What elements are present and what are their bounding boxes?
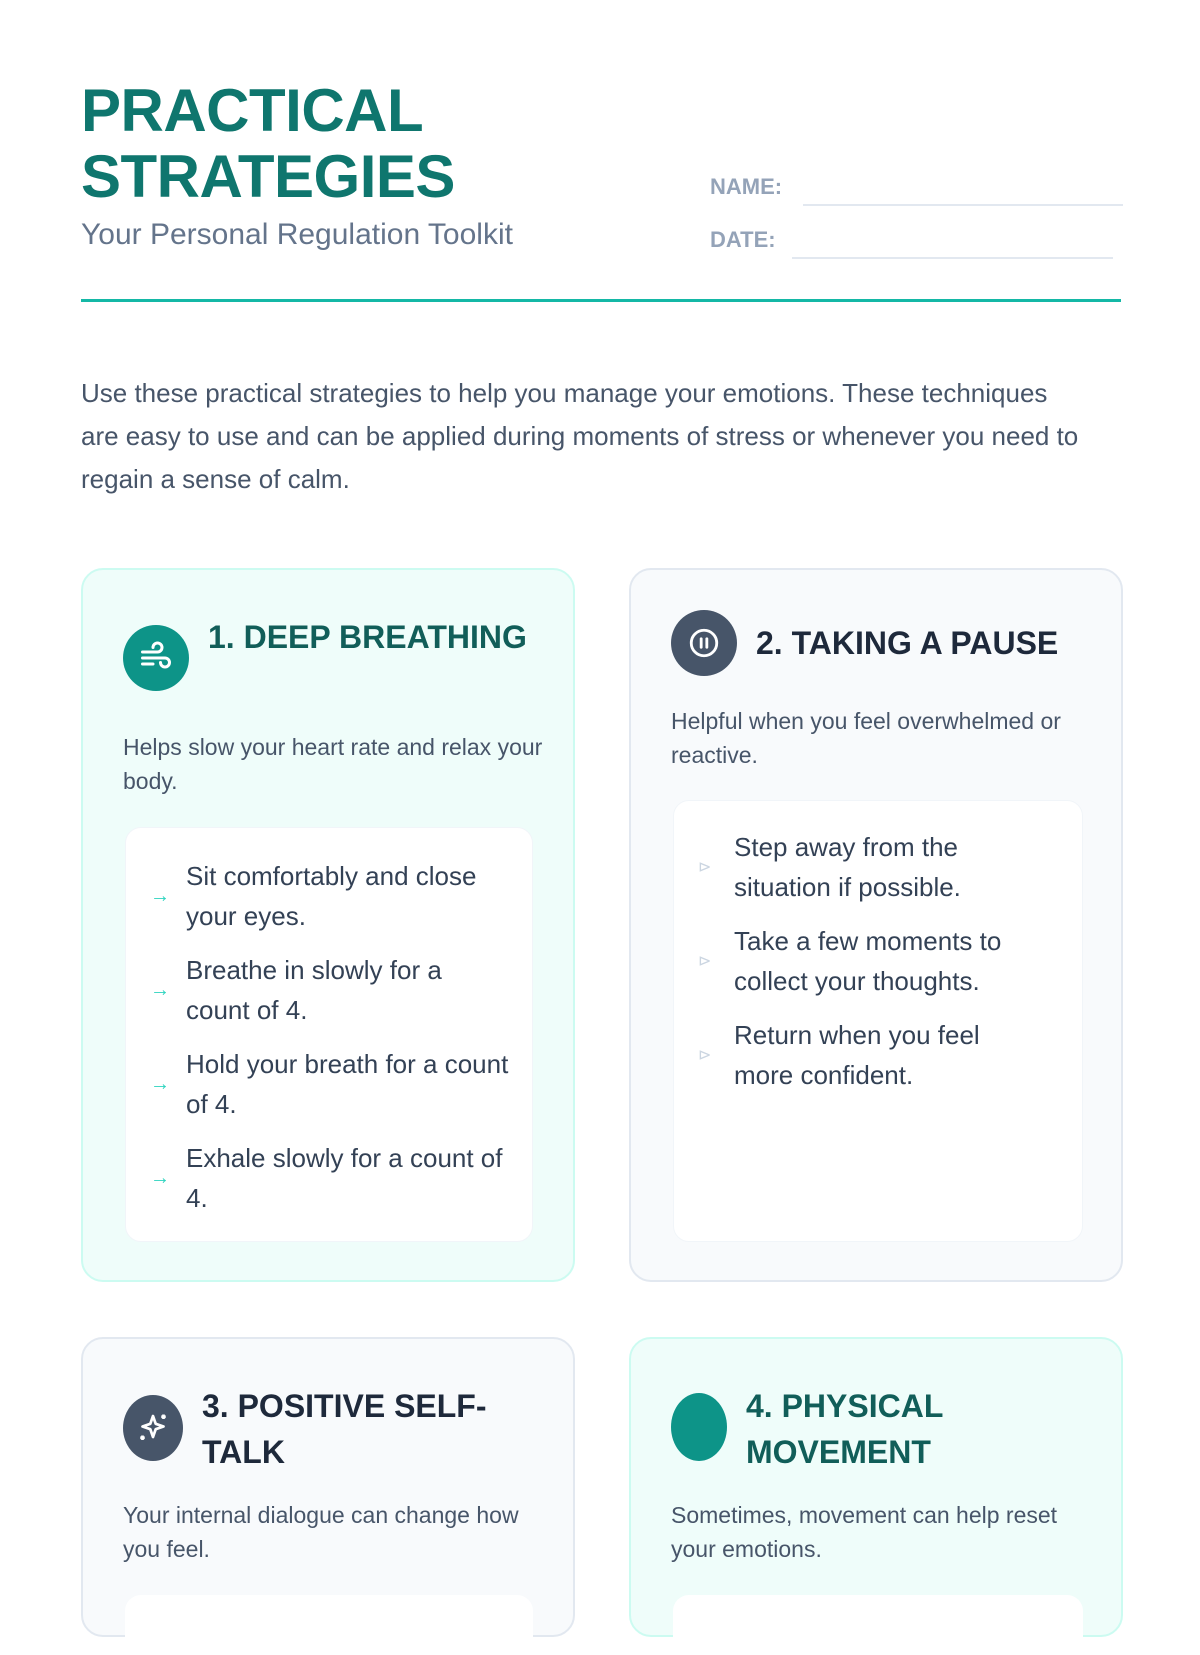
card-description: Sometimes, movement can help reset your emotions. bbox=[671, 1502, 1058, 1562]
card-title: 3. POSITIVE SELF-TALK bbox=[202, 1388, 487, 1470]
steps-list bbox=[125, 1595, 533, 1655]
card-title: 2. TAKING A PAUSE bbox=[756, 625, 1059, 661]
name-label: NAME: bbox=[710, 174, 783, 199]
name-field[interactable] bbox=[803, 204, 1123, 206]
list-item bbox=[698, 921, 1062, 1001]
list-item bbox=[150, 950, 512, 1030]
strategy-card-positive-self-talk bbox=[81, 1337, 575, 1637]
play-arrow-icon: ⊳ bbox=[698, 1047, 712, 1064]
wind-icon bbox=[123, 625, 189, 691]
strategy-card-physical-movement bbox=[629, 1337, 1123, 1637]
list-item bbox=[698, 827, 1062, 907]
step-text: Sit comfortably and close your eyes. bbox=[186, 861, 477, 931]
step-text: Breathe in slowly for a count of 4. bbox=[186, 955, 442, 1025]
play-arrow-icon: ⊳ bbox=[698, 859, 712, 876]
card-description: Your internal dialogue can change how you feel. bbox=[123, 1502, 519, 1562]
card-description: Helpful when you feel overwhelmed or reactive. bbox=[671, 708, 1061, 768]
page-subtitle: Your Personal Regulation Toolkit bbox=[81, 218, 513, 251]
intro-paragraph: Use these practical strategies to help you manage your emotions. These techniques are easy to use and can be applied during moments of stress or whenever you need to regain a sense of calm. bbox=[81, 378, 1079, 494]
arrow-right-icon: → bbox=[150, 978, 170, 1001]
steps-list bbox=[673, 1595, 1083, 1655]
date-field[interactable] bbox=[792, 257, 1113, 259]
step-text: Take a few moments to collect your thoughts. bbox=[734, 926, 1002, 996]
steps-list bbox=[673, 800, 1083, 1242]
header-divider bbox=[81, 299, 1121, 302]
card-title: 1. DEEP BREATHING bbox=[208, 619, 527, 655]
step-text: Step away from the situation if possible. bbox=[734, 832, 961, 902]
play-arrow-icon: ⊳ bbox=[698, 953, 712, 970]
card-description: Helps slow your heart rate and relax your body. bbox=[123, 734, 543, 794]
step-text: Hold your breath for a count of 4. bbox=[186, 1049, 509, 1119]
arrow-right-icon: → bbox=[150, 1166, 170, 1189]
step-text: Exhale slowly for a count of 4. bbox=[186, 1143, 503, 1213]
pause-icon bbox=[671, 610, 737, 676]
page-title bbox=[81, 78, 455, 210]
date-label: DATE: bbox=[710, 227, 776, 252]
step-text: Return when you feel more confident. bbox=[734, 1020, 980, 1090]
movement-icon bbox=[671, 1393, 727, 1461]
arrow-right-icon: → bbox=[150, 1072, 170, 1095]
list-item bbox=[150, 1044, 512, 1124]
title-line-2: STRATEGIES bbox=[81, 143, 455, 210]
arrow-right-icon: → bbox=[150, 884, 170, 907]
list-item bbox=[150, 1138, 512, 1218]
strategy-card-taking-a-pause bbox=[629, 568, 1123, 1282]
list-item bbox=[698, 1015, 1062, 1095]
list-item bbox=[150, 856, 512, 936]
sparkles-icon bbox=[123, 1395, 183, 1461]
steps-list bbox=[125, 827, 533, 1242]
card-title: 4. PHYSICAL MOVEMENT bbox=[746, 1388, 943, 1470]
strategy-card-deep-breathing bbox=[81, 568, 575, 1282]
title-line-1: PRACTICAL bbox=[81, 77, 424, 144]
